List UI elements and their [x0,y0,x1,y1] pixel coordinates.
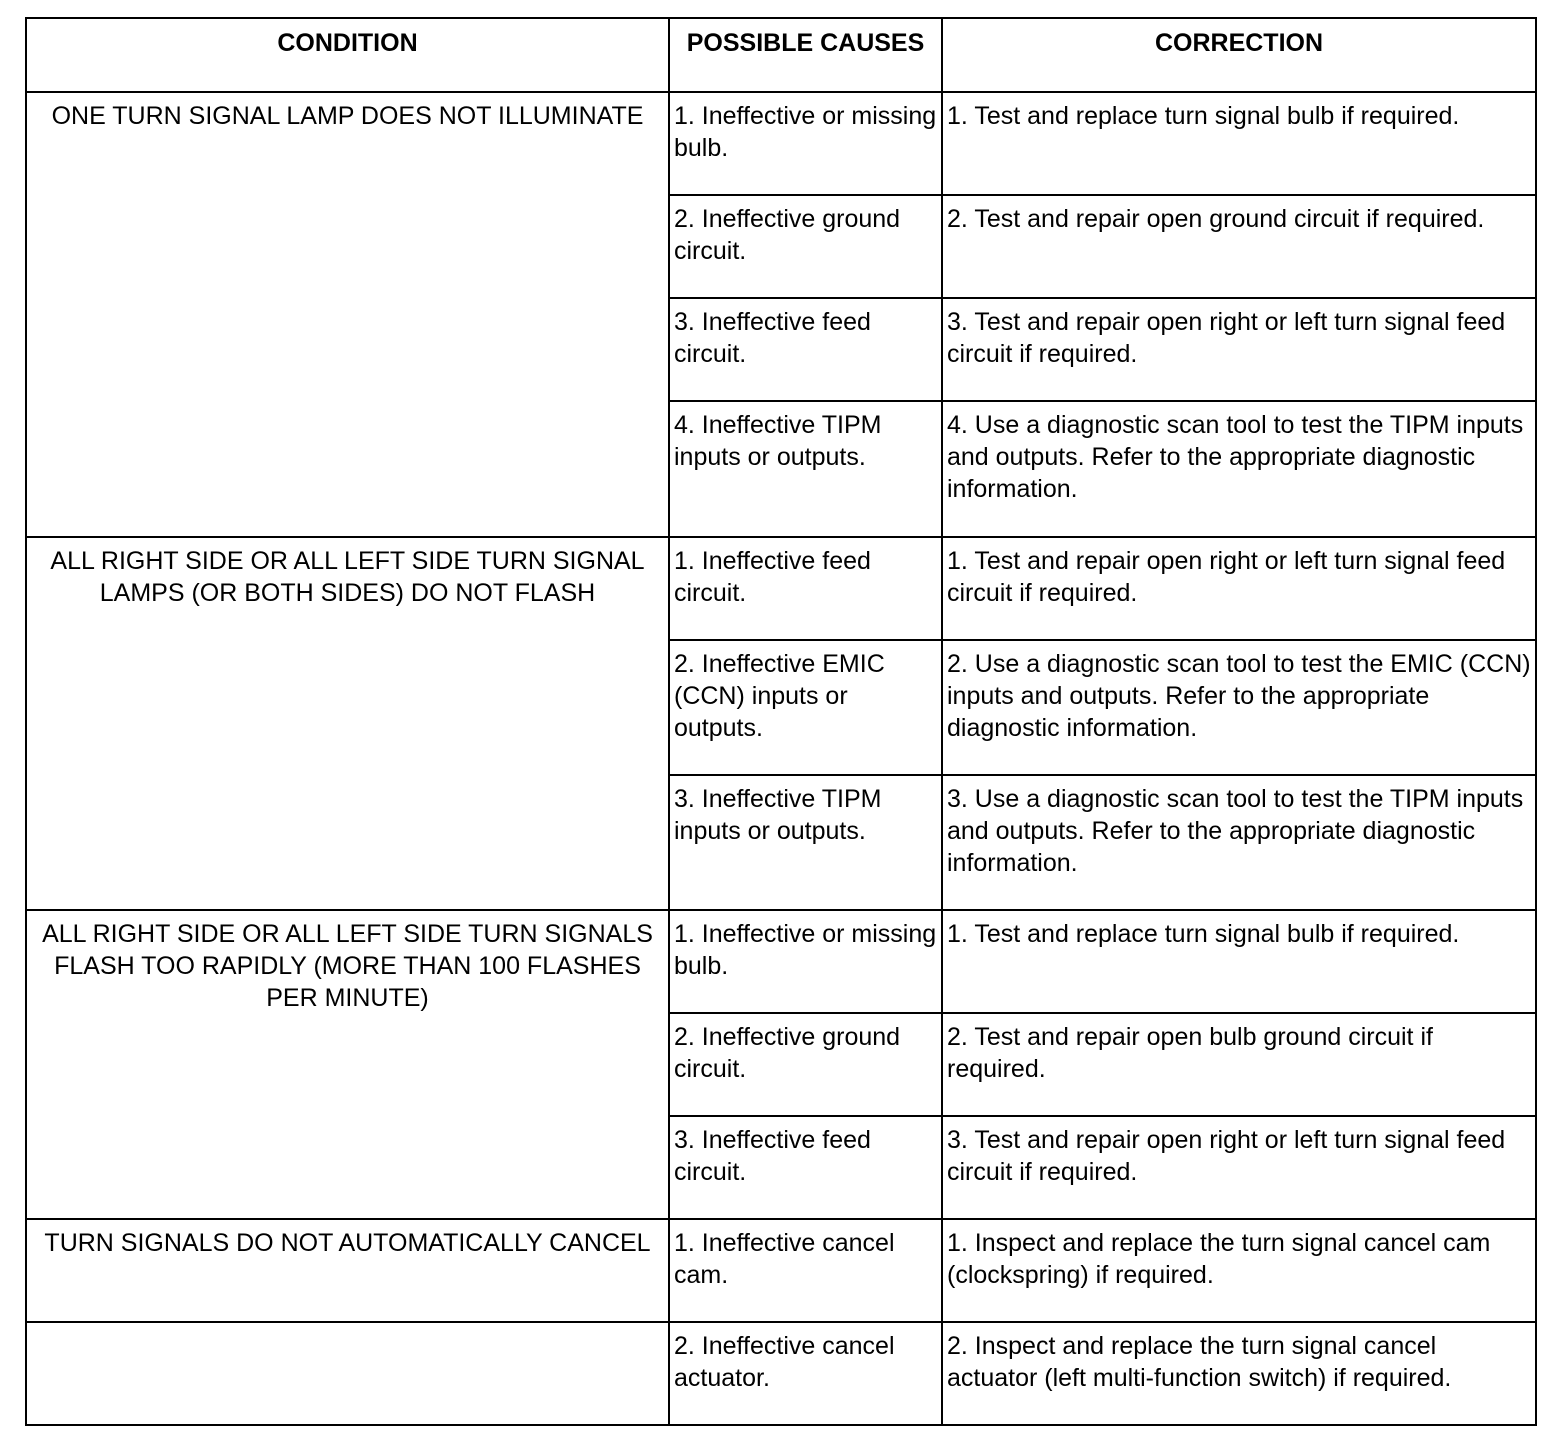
table-row [26,92,1536,195]
table-row [26,1322,1536,1425]
cause-cell: 4. Ineffective TIPM inputs or outputs. [669,401,942,537]
header-condition: CONDITION [26,18,669,92]
cause-cell: 2. Ineffective EMIC (CCN) inputs or outputs. [669,640,942,775]
condition-cell [26,1322,669,1425]
cause-cell: 3. Ineffective feed circuit. [669,298,942,401]
table-row [26,537,1536,640]
correction-cell: 2. Inspect and replace the turn signal cancel actuator (left multi-function switch) if required. [942,1322,1536,1425]
cause-cell: 1. Ineffective feed circuit. [669,537,942,640]
correction-cell: 3. Test and repair open right or left turn signal feed circuit if required. [942,1116,1536,1219]
cause-cell: 1. Ineffective cancel cam. [669,1219,942,1322]
table-row [26,910,1536,1013]
cause-cell: 2. Ineffective ground circuit. [669,1013,942,1116]
condition-cell: ONE TURN SIGNAL LAMP DOES NOT ILLUMINATE [26,92,669,537]
cause-cell: 3. Ineffective TIPM inputs or outputs. [669,775,942,910]
correction-cell: 1. Test and repair open right or left turn signal feed circuit if required. [942,537,1536,640]
header-correction: CORRECTION [942,18,1536,92]
cause-cell: 1. Ineffective or missing bulb. [669,910,942,1013]
table-row [26,1219,1536,1322]
header-row [26,18,1536,92]
condition-cell: ALL RIGHT SIDE OR ALL LEFT SIDE TURN SIGNAL LAMPS (OR BOTH SIDES) DO NOT FLASH [26,537,669,910]
cause-cell: 1. Ineffective or missing bulb. [669,92,942,195]
correction-cell: 1. Inspect and replace the turn signal cancel cam (clockspring) if required. [942,1219,1536,1322]
correction-cell: 3. Test and repair open right or left turn signal feed circuit if required. [942,298,1536,401]
condition-cell: TURN SIGNALS DO NOT AUTOMATICALLY CANCEL [26,1219,669,1322]
cause-cell: 2. Ineffective ground circuit. [669,195,942,298]
correction-cell: 1. Test and replace turn signal bulb if required. [942,910,1536,1013]
cause-cell: 2. Ineffective cancel actuator. [669,1322,942,1425]
correction-cell: 2. Use a diagnostic scan tool to test the EMIC (CCN) inputs and outputs. Refer to the appropriate diagnostic information. [942,640,1536,775]
cause-cell: 3. Ineffective feed circuit. [669,1116,942,1219]
correction-cell: 2. Test and repair open bulb ground circuit if required. [942,1013,1536,1116]
diagnosis-table [25,17,1537,1426]
correction-cell: 1. Test and replace turn signal bulb if required. [942,92,1536,195]
correction-cell: 4. Use a diagnostic scan tool to test the TIPM inputs and outputs. Refer to the appropriate diagnostic information. [942,401,1536,537]
header-possible-causes: POSSIBLE CAUSES [669,18,942,92]
condition-cell: ALL RIGHT SIDE OR ALL LEFT SIDE TURN SIGNALS FLASH TOO RAPIDLY (MORE THAN 100 FLASHES PER MINUTE) [26,910,669,1219]
correction-cell: 3. Use a diagnostic scan tool to test the TIPM inputs and outputs. Refer to the appropriate diagnostic information. [942,775,1536,910]
correction-cell: 2. Test and repair open ground circuit if required. [942,195,1536,298]
